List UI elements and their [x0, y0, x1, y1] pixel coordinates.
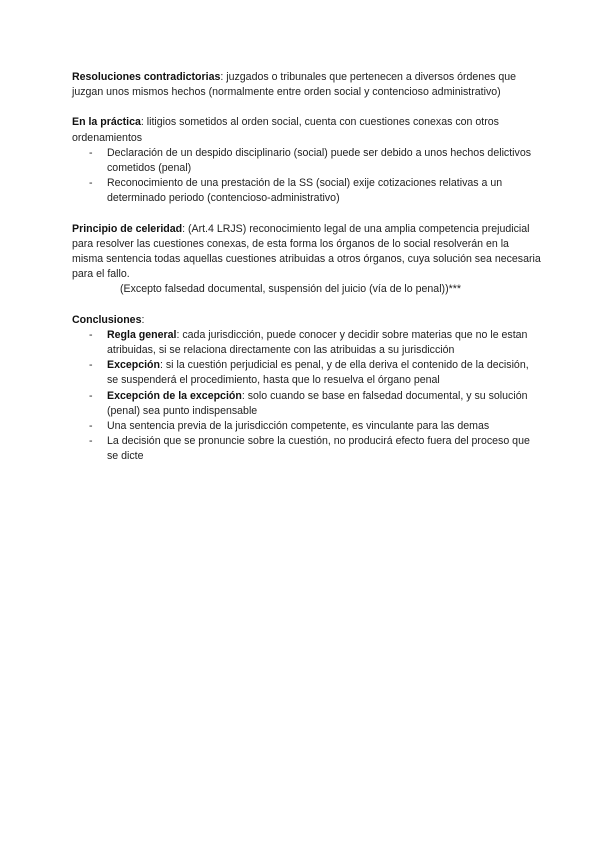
conclusion-term: Excepción de la excepción — [107, 389, 242, 402]
conclusion-item — [72, 358, 542, 388]
document-body — [72, 70, 542, 465]
conclusion-term: Excepción — [107, 359, 160, 372]
conclusiones-heading: Conclusiones: — [72, 313, 145, 326]
celeridad-text: : (Art.4 LRJS) reconocimiento legal de una amplia competencia prejudicial para resolver las cuestiones conexas, de esta forma los órganos de lo social resolverán en la misma sentencia todas aquellas cuestiones atribuidas a otros órganos, cuya solución sea necesaria para el fallo. — [72, 222, 541, 281]
conclusion-item — [72, 419, 542, 434]
conclusion-item — [72, 328, 542, 358]
resoluciones-text: : juzgados o tribunales que pertenecen a diversos órdenes que juzgan unos mismos hechos (normalmente entre orden social y contencioso administrativo) — [72, 71, 517, 99]
conclusion-item — [72, 389, 542, 419]
celeridad-paragraph — [72, 222, 542, 283]
resoluciones-term: Resoluciones contradictorias — [72, 71, 221, 83]
conclusion-text: : si la cuestión perjudicial es penal, y de ella deriva el contenido de la decisión, se suspenderá el procedimiento, hasta que lo resuelva el órgano penal — [107, 359, 529, 387]
practica-paragraph — [72, 115, 542, 145]
practica-item: - Declaración de un despido disciplinario (social) puede ser debido a unos hechos delictivos cometidos (penal) — [72, 146, 542, 176]
practica-list — [72, 146, 542, 207]
practica-term: En la práctica — [72, 116, 141, 129]
conclusion-text: La decisión que se pronuncie sobre la cuestión, no producirá efecto fuera del proceso que se dicte — [107, 435, 530, 463]
conclusion-text: : cada jurisdicción, puede conocer y decidir sobre materias que no le estan atribuidas, si se relaciona directamente con las atribuidas a su jurisdicción — [107, 328, 528, 357]
conclusiones-term: Conclusiones — [72, 313, 142, 326]
conclusion-text: Una sentencia previa de la jurisdicción competente, es vinculante para las demas — [107, 420, 490, 433]
celeridad-note: (Excepto falsedad documental, suspensión del juicio (vía de lo penal))*** — [120, 283, 461, 296]
celeridad-term: Principio de celeridad — [72, 222, 183, 235]
conclusion-item — [72, 434, 542, 464]
conclusion-term: Regla general — [107, 328, 177, 341]
conclusiones-list — [72, 328, 542, 465]
practica-item: - Reconocimiento de una prestación de la SS (social) exije cotizaciones relativas a un determinado periodo (contencioso-administrativo) — [72, 176, 542, 206]
conclusion-text: : solo cuando se base en falsedad documental, y su solución (penal) sea punto indispensable — [107, 389, 528, 417]
resoluciones-paragraph — [72, 70, 542, 100]
practica-text: : litigios sometidos al orden social, cuenta con cuestiones conexas con otros ordenamientos — [72, 116, 499, 144]
